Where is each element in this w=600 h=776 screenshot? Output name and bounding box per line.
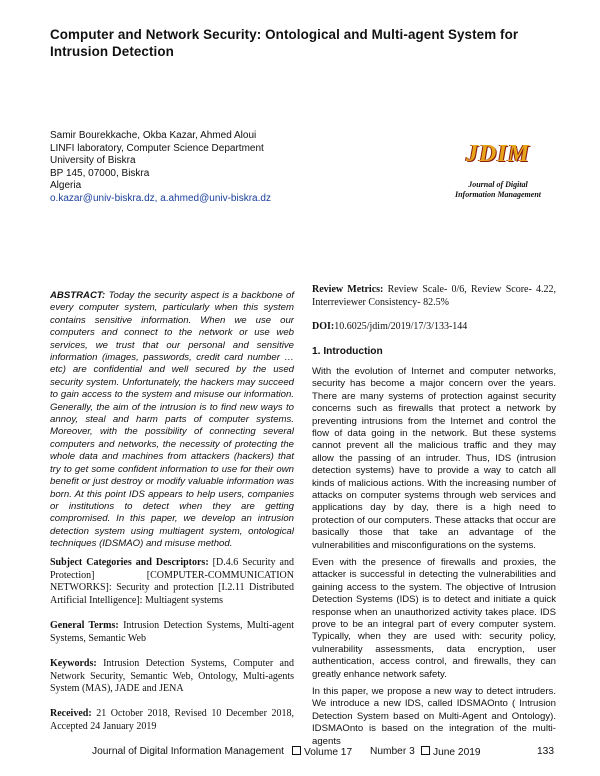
footer-volume: Volume 17 bbox=[304, 747, 353, 758]
footer-number: Number 3 bbox=[370, 746, 415, 757]
intro-paragraph-1: With the evolution of Internet and computer networks, security has become a major concern over the years. There are many systems of protection against security concerns such as firewalls that protect a network by preventing intrusions from the Internet and control the flow of data going in the network. But these systems cannot prevent all the malicious traffic and they may allow the passing of an intruder. Thus, IDS (intrusion detection systems) have to provide a way to catch all kinds of malicious actions. With the increasing number of attacks on computer systems through web services and applications day by day, there is a high need to protection of our computers. These attacks that occur are basically those that take an advantage of the vulnerabilities and misconfigurations on the systems. bbox=[312, 366, 556, 551]
footer-journal: Journal of Digital Information Management bbox=[92, 746, 284, 757]
general-terms bbox=[50, 620, 294, 645]
received-label: Received: bbox=[50, 708, 92, 719]
review-text: Review Scale- 0/6, Review Score- 4.22, Interreviewer Consistency- 82.5% bbox=[312, 284, 556, 308]
logo-caption bbox=[448, 180, 548, 200]
keywords-text: Intrusion Detection Systems, Computer and Network Security, Semantic Web, Ontology, Multi-agents System (MAS), JADE and JENA bbox=[50, 658, 294, 694]
intro-paragraph-2: Even with the presence of firewalls and proxies, the attacker is successful in detecting the vulnerabilities and gaining access to the system. The objective of Intrusion Detection Systems (IDS) is to detect and initiate a quick response when an unauthorized activity takes place. IDS prove to be an integral part of every computer system. Typically, when they are used with: security policy, vulnerability assessments, data encryption, user authentication, access control, and firewalls, they can greatly enhance network safety. bbox=[312, 557, 556, 680]
paper-title: Computer and Network Security: Ontological and Multi-agent System for Intrusion Detection bbox=[50, 27, 519, 59]
subject-label: Subject Categories and Descriptors: bbox=[50, 557, 209, 568]
logo-caption-line2: Information Management bbox=[454, 190, 541, 199]
logo-word: JDIM bbox=[465, 141, 530, 167]
logo-caption-line1: Journal of Digital bbox=[468, 180, 528, 189]
intro-paragraph-3: In this paper, we propose a new way to detect intruders. We introduce a new IDS, called IDSMAOnto ( Intrusion Detection System based on Multi-Agent and Ontology). IDSMAOnto is based on the integration of the multi-agents bbox=[312, 686, 556, 747]
footer-date: June 2019 bbox=[433, 747, 481, 758]
square-bullet-icon bbox=[421, 746, 430, 755]
abstract-label: ABSTRACT: bbox=[50, 290, 106, 301]
abstract-text: Today the security aspect is a backbone of every computer system, particularly when this system contains sensitive information. When we use our computers and connect to the network or use web services, we trust that our personal and sensitive information (images, passwords, credit card number …etc) are confidential and well secured by the used security system. Unfortunately, the hackers may succeed to gain access to the system and misuse our information. Generally, the aim of the intrusion is to find new ways to annoy, steal and harm parts of computer systems. Moreover, with the possibility of connecting several computers and networks, the necessity of protecting the whole data and machines from attackers (hackers) that try to get some confident information to use for their own benefit or just destroy or modify valuable information was born. At this point IDS appears to help users, companies or institutions to detect when they are getting compromised. In this paper, we develop an intrusion detection system using multiagent system, ontological techniques (IDSMAO) and misuse method. bbox=[50, 290, 294, 550]
doi bbox=[312, 321, 556, 334]
doi-text[interactable]: 10.6025/jdim/2019/17/3/133-144 bbox=[334, 321, 468, 332]
review-metrics bbox=[312, 284, 556, 309]
square-bullet-icon bbox=[292, 746, 301, 755]
author-address: BP 145, 07000, Biskra bbox=[50, 167, 150, 179]
author-emails[interactable]: o.kazar@univ-biskra.dz, a.ahmed@univ-biskra.dz bbox=[50, 192, 271, 204]
author-block bbox=[50, 130, 390, 205]
footer-number-wrap bbox=[370, 746, 415, 757]
footer-date-wrap bbox=[421, 746, 481, 758]
general-terms-label: General Terms: bbox=[50, 620, 119, 631]
journal-logo bbox=[448, 140, 548, 200]
section-heading-introduction: 1. Introduction bbox=[312, 346, 383, 357]
footer-volume-wrap bbox=[292, 746, 352, 758]
subject-categories bbox=[50, 557, 294, 607]
keywords bbox=[50, 658, 294, 696]
review-label: Review Metrics: bbox=[312, 284, 384, 295]
abstract bbox=[50, 290, 294, 551]
doi-label: DOI: bbox=[312, 321, 335, 332]
subject-text: [D.4.6 Security and Protection] [COMPUTER-COMMUNICATION NETWORKS]: Security and protection [I.2.11 Distributed Artificial Intelligence]: Multiagent systems bbox=[50, 557, 294, 606]
received-dates bbox=[50, 708, 294, 733]
author-university: University of Biskra bbox=[50, 155, 136, 166]
author-country: Algeria bbox=[50, 180, 82, 191]
general-terms-text: Intrusion Detection Systems, Multi-agent Systems, Semantic Web bbox=[50, 620, 295, 644]
page-footer bbox=[0, 746, 600, 762]
received-text: 21 October 2018, Revised 10 December 2018, Accepted 24 January 2019 bbox=[50, 708, 294, 732]
keywords-label: Keywords: bbox=[50, 658, 97, 669]
author-lab: LINFI laboratory, Computer Science Department bbox=[50, 142, 264, 154]
author-names: Samir Bourekkache, Okba Kazar, Ahmed Aloui bbox=[50, 130, 257, 141]
footer-page-number: 133 bbox=[537, 746, 554, 757]
jdim-logo-mark bbox=[455, 140, 541, 168]
